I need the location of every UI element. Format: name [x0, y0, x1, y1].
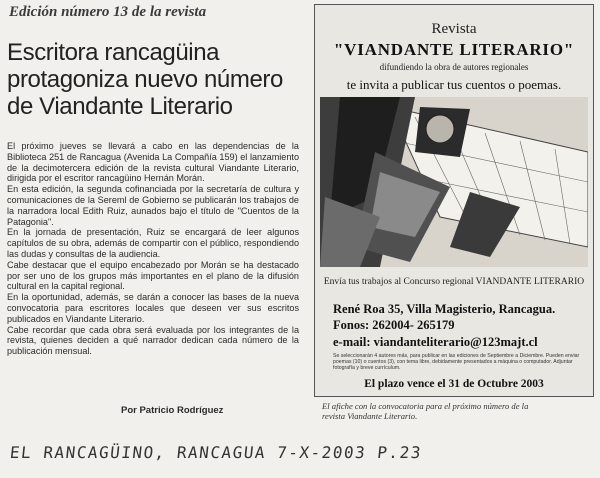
poster-phones: Fonos: 262004- 265179	[333, 318, 455, 332]
paragraph: El próximo jueves se llevará a cabo en las dependencias de la Biblioteca 251 de Rancagua (Avenida La Compañía 159) el lanzamiento de la decimotercera edición de la revista cultural Viandante Literario, dirigida por el escritor rancagüino Hernán Morán.	[7, 141, 299, 184]
poster-address: René Roa 35, Villa Magisterio, Rancagua.	[333, 302, 556, 316]
paragraph: Cabe destacar que el equipo encabezado por Morán se ha destacado por ser uno de los grupos más importantes en el plano de la difusión cultural en la capital regional.	[7, 259, 299, 292]
poster	[314, 4, 594, 397]
poster-deadline: El plazo vence el 31 de Octubre 2003	[364, 378, 544, 390]
poster-caption: El afiche con la convocatoria para el próximo número de la revista Viandante Literario.	[322, 401, 529, 421]
headline: Escritora rancagüina protagoniza nuevo número de Viandante Literario	[7, 39, 283, 120]
paragraph: Cabe recordar que cada obra será evaluada por los integrantes de la revista, quienes deciden a qué narrador dedican cada número de la publicación mensual.	[7, 324, 299, 357]
poster-invite: te invita a publicar tus cuentos o poemas.	[346, 77, 562, 92]
paragraph: En la jornada de presentación, Ruiz se encargará de leer algunos capítulos de su obra, además de compartir con el público, respondiendo las dudas y consultas de la audiencia.	[7, 227, 299, 259]
poster-send-instructions: Envía tus trabajos al Concurso regional VIANDANTE LITERARIO	[323, 277, 585, 287]
poster-revista: Revista	[431, 21, 477, 37]
paragraph: En la oportunidad, además, se darán a conocer las bases de la nueva convocatoria para escritores locales que deseen ver sus escritos publicados en Viandante Literario.	[7, 292, 299, 324]
poster-email: e-mail: viandanteliterario@123majt.cl	[333, 335, 538, 349]
paragraph: En esta edición, la segunda cofinanciada por la secretaría de cultura y comunicaciones de la Sereml de Gobierno se publicarán los trabajos de la narradora local Edith Ruiz, aunados bajo el título de "Cuentos de la Patagonia".	[7, 184, 299, 227]
poster-subtitle: difundiendo la obra de autores regionales	[379, 62, 529, 72]
poster-title: "VIANDANTE LITERARIO"	[333, 40, 575, 59]
poster-illustration-graphic	[320, 97, 588, 267]
article-body	[7, 141, 299, 357]
poster-illustration	[320, 97, 588, 267]
kicker: Edición número 13 de la revista	[9, 4, 207, 20]
handwritten-source-note: EL RANCAGÜINO, RANCAGUA 7-X-2003 P.23	[9, 443, 423, 462]
byline: Por Patricio Rodríguez	[121, 405, 224, 416]
poster-fine-print: Se seleccionarán 4 autores más, para publicar en las ediciones de Septiembre a Diciembre. Pueden enviar poemas (10) o cuentos (3), con tema libre, debidamente presentados a máquina o computador. Adjuntar fotografía y breve currículum.	[333, 353, 580, 372]
